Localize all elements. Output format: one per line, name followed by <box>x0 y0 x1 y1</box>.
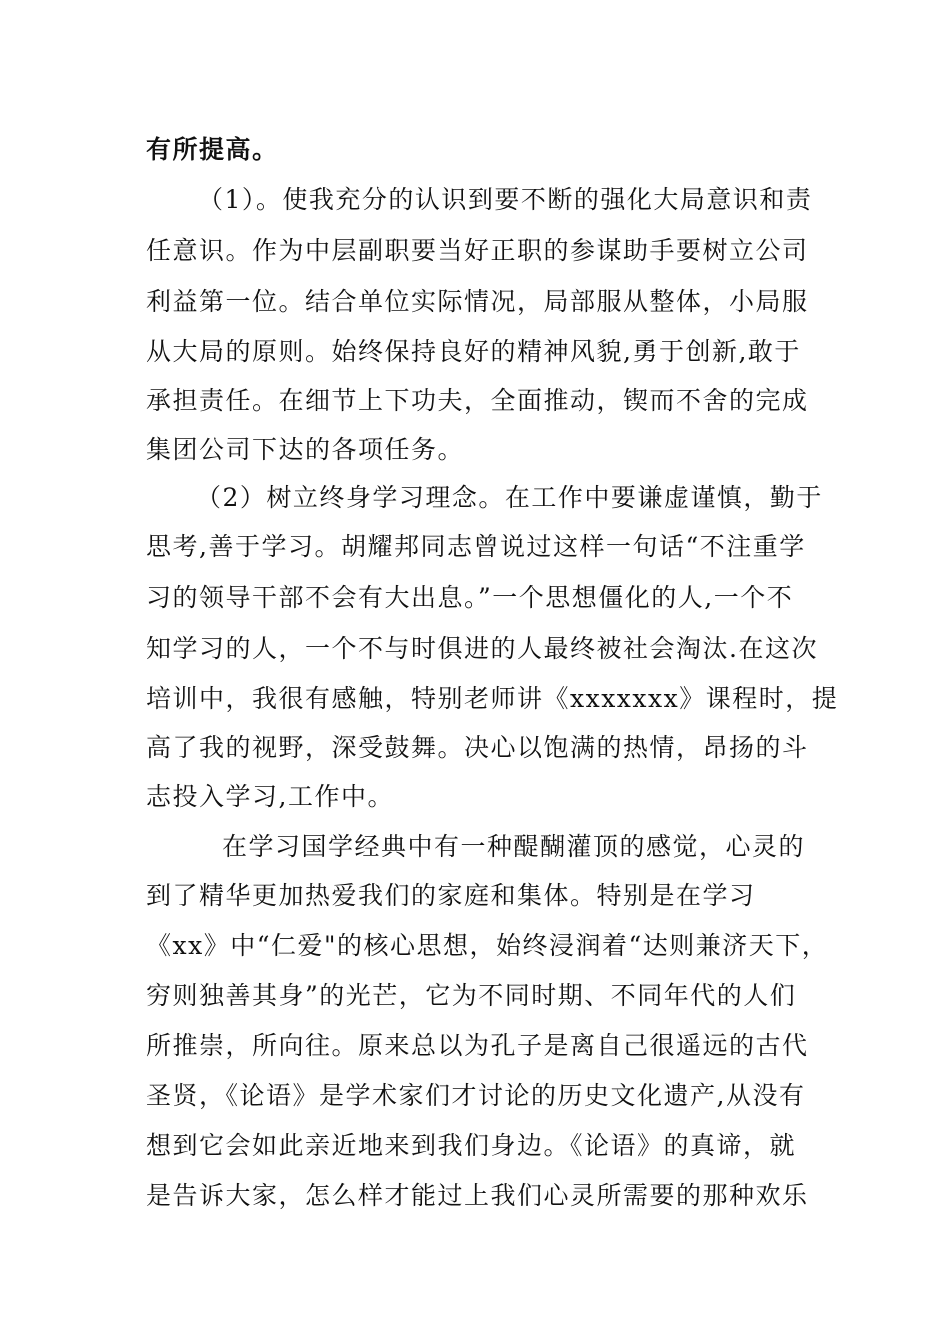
paragraph-line: 承担责任。在细节上下功夫，全面推动，锲而不舍的完成 <box>146 386 809 415</box>
paragraph-line: 《xx》中“仁爱"的核心思想，始终浸润着“达则兼济天下， <box>146 931 829 960</box>
paragraph-line: 习的领导干部不会有大出息。”一个思想僵化的人,一个不 <box>146 583 794 612</box>
paragraph-line: 培训中，我很有感触，特别老师讲《xxxxxxx》课程时，提 <box>146 684 839 713</box>
paragraph-line: 任意识。作为中层副职要当好正职的参谋助手要树立公司 <box>146 236 809 265</box>
paragraph-line: 利益第一位。结合单位实际情况，局部服从整体，小局服 <box>146 287 809 316</box>
paragraph-line: 集团公司下达的各项任务。 <box>146 435 465 464</box>
paragraph-line: （2）树立终身学习理念。在工作中要谦虚谨慎，勤于 <box>196 483 823 512</box>
paragraph-line: 在学习国学经典中有一种醍醐灌顶的感觉，心灵的 <box>222 832 806 861</box>
paragraph-line: 穷则独善其身”的光芒，它为不同时期、不同年代的人们 <box>146 981 797 1010</box>
paragraph-line: 所推崇，所向往。原来总以为孔子是离自己很遥远的古代 <box>146 1031 809 1060</box>
paragraph-line: 是告诉大家，怎么样才能过上我们心灵所需要的那种欢乐 <box>146 1181 809 1210</box>
paragraph-line: 志投入学习,工作中。 <box>146 782 394 811</box>
paragraph-line: 想到它会如此亲近地来到我们身边。《论语》的真谛，就 <box>146 1131 797 1160</box>
paragraph-line: （1）。使我充分的认识到要不断的强化大局意识和责 <box>198 185 813 214</box>
paragraph-line: 高了我的视野，深受鼓舞。决心以饱满的热情，昂扬的斗 <box>146 733 809 762</box>
paragraph-line: 有所提高。 <box>146 135 279 164</box>
paragraph-line: 从大局的原则。始终保持良好的精神风貌,勇于创新,敢于 <box>146 337 801 366</box>
paragraph-line: 知学习的人，一个不与时俱进的人最终被社会淘汰.在这次 <box>146 634 818 663</box>
paragraph-line: 思考,善于学习。胡耀邦同志曾说过这样一句话“不注重学 <box>146 532 806 561</box>
paragraph-line: 到了精华更加热爱我们的家庭和集体。特别是在学习 <box>146 881 756 910</box>
paragraph-line: 圣贤，《论语》是学术家们才讨论的历史文化遗产,从没有 <box>146 1081 806 1110</box>
